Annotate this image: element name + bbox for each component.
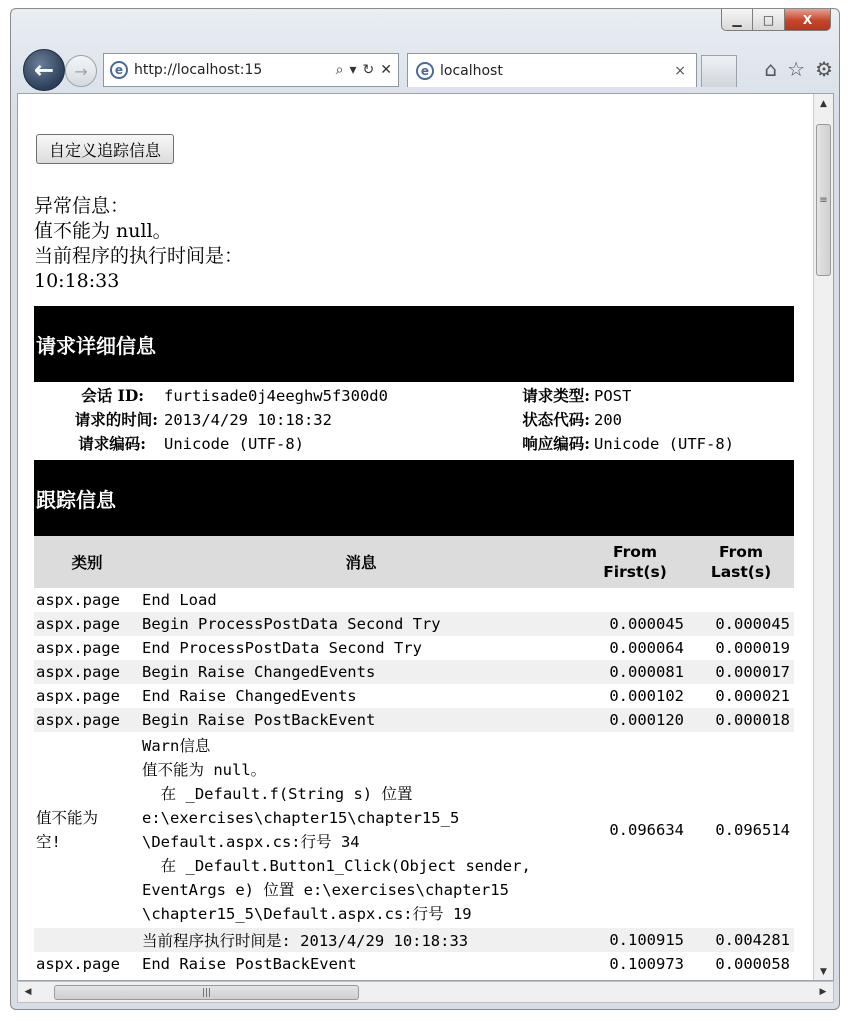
page-content [17, 93, 834, 981]
home-icon[interactable]: ⌂ [764, 57, 778, 81]
maximize-icon: □ [762, 12, 775, 27]
row-from-first: 0.000064 [609, 639, 684, 657]
warn-line: 在 _Default.f(String s) 位置 [142, 785, 413, 803]
row-from-first: 0.000102 [609, 687, 684, 705]
row-category: aspx.page [34, 612, 140, 636]
row-from-last: 0.000018 [688, 708, 794, 732]
trace-heading: 跟踪信息 [34, 460, 794, 536]
browser-window [10, 8, 840, 1010]
rd-row-1 [34, 384, 794, 408]
minimize-icon: ▁ [732, 12, 742, 27]
exception-label: 异常信息： [34, 195, 130, 217]
row-from-last: 0.000045 [688, 612, 794, 636]
request-time-label: 请求的时间: [74, 410, 158, 429]
response-encoding-label: 响应编码: [522, 434, 590, 453]
row-message: End Raise PostBackEvent [142, 955, 357, 973]
scroll-up-icon[interactable]: ▲ [820, 99, 827, 109]
row-category: aspx.page [34, 660, 140, 684]
table-row [34, 660, 794, 684]
col-category: 类别 [34, 536, 140, 588]
warn-line: \Default.aspx.cs:行号 34 [142, 833, 360, 851]
session-id-label: 会话 ID: [81, 386, 144, 405]
exec-time-value: 10:18:33 [34, 270, 120, 292]
row-from-last: 0.000021 [715, 687, 790, 705]
request-encoding-label: 请求编码: [78, 434, 146, 453]
table-row [34, 684, 794, 708]
row-message: Begin Raise ChangedEvents [140, 660, 582, 684]
request-details [34, 384, 794, 456]
vertical-scroll-thumb[interactable]: ≡ [816, 124, 831, 276]
request-details-heading: 请求详细信息 [34, 306, 794, 382]
trace-header-row [34, 536, 794, 588]
address-bar[interactable] [103, 53, 399, 87]
request-type-label: 请求类型: [522, 386, 590, 405]
row-from-last: 0.000058 [715, 955, 790, 973]
scroll-right-icon[interactable]: ▶ [819, 987, 827, 997]
scroll-left-icon[interactable]: ◀ [24, 987, 32, 997]
row-from-last [688, 588, 794, 612]
row-from-first: 0.000120 [582, 708, 688, 732]
row-from-last: 0.004281 [688, 928, 794, 952]
col-from-first [582, 536, 688, 588]
custom-trace-button[interactable]: 自定义追踪信息 [36, 134, 174, 164]
row-message: End ProcessPostData Second Try [142, 639, 422, 657]
col-from-last-line1: From [718, 543, 764, 561]
warn-line: 值不能为 null。 [142, 761, 267, 779]
search-icon[interactable]: ⌕ [335, 62, 344, 78]
status-code-value: 200 [594, 411, 622, 429]
col-from-last-line2: Last(s) [710, 563, 772, 581]
favorites-icon[interactable]: ☆ [787, 57, 806, 81]
forward-arrow-icon: → [74, 61, 88, 81]
warn-category-line2: 空! [36, 833, 61, 851]
session-id-value: furtisade0j4eeghw5f300d0 [164, 387, 388, 405]
horizontal-scroll-thumb[interactable]: ||| [54, 985, 359, 1000]
dropdown-icon[interactable]: ▾ [349, 62, 357, 78]
request-encoding-value: Unicode (UTF-8) [164, 435, 304, 453]
warn-line: e:\exercises\chapter15\chapter15_5 [142, 809, 460, 827]
refresh-icon[interactable]: ↻ [362, 62, 375, 78]
request-time-value: 2013/4/29 10:18:32 [164, 411, 332, 429]
rd-row-3 [34, 432, 794, 456]
col-message: 消息 [140, 536, 582, 588]
warn-line: Warn信息 [142, 737, 211, 755]
row-from-last: 0.000019 [715, 639, 790, 657]
response-encoding-value: Unicode (UTF-8) [594, 435, 734, 453]
scroll-down-icon[interactable]: ▼ [820, 967, 827, 977]
browser-toolbar [11, 37, 839, 93]
col-from-first-line2: First(s) [603, 563, 667, 581]
tab-localhost[interactable] [407, 53, 697, 87]
row-category [34, 928, 140, 952]
message-lines [34, 194, 243, 294]
row-category: aspx.page [36, 639, 120, 657]
warn-from-last: 0.096514 [715, 821, 790, 839]
row-message: End Load [142, 591, 217, 609]
row-from-first: 0.000045 [582, 612, 688, 636]
row-message: Begin ProcessPostData Second Try [140, 612, 582, 636]
row-message: Begin Raise PostBackEvent [140, 708, 582, 732]
close-button[interactable] [785, 9, 831, 31]
address-tools [336, 62, 398, 78]
tab-title: localhost [440, 62, 503, 79]
ie-tab-icon: e [416, 62, 434, 80]
row-message: End Raise ChangedEvents [142, 687, 357, 705]
table-row [34, 612, 794, 636]
row-from-first: 0.100915 [582, 928, 688, 952]
col-from-first-line1: From [612, 543, 658, 561]
rd-row-2 [34, 408, 794, 432]
back-button[interactable] [23, 49, 65, 91]
warn-category [34, 732, 140, 928]
row-category: aspx.page [34, 708, 140, 732]
warn-line: 在 _Default.Button1_Click(Object sender, [142, 857, 531, 875]
row-category: aspx.page [36, 687, 120, 705]
exception-message: 值不能为 null。 [34, 220, 172, 242]
warn-from-first: 0.096634 [609, 821, 684, 839]
status-code-label: 状态代码: [522, 410, 590, 429]
row-from-first [582, 588, 688, 612]
browser-right-icons [764, 57, 833, 81]
table-row [34, 952, 794, 976]
back-arrow-icon: ← [33, 56, 55, 84]
window-caption-buttons [721, 9, 831, 31]
maximize-button[interactable] [753, 9, 785, 31]
tab-close-icon[interactable]: × [674, 62, 686, 79]
row-category: aspx.page [36, 955, 120, 973]
table-row [34, 708, 794, 732]
row-category: aspx.page [36, 591, 120, 609]
address-url[interactable]: http://localhost:15 [134, 62, 263, 78]
warn-row [34, 732, 794, 928]
warn-line: EventArgs e) 位置 e:\exercises\chapter15 [142, 881, 509, 899]
table-row [34, 928, 794, 952]
stop-icon[interactable]: ✕ [380, 62, 392, 78]
vertical-scrollbar[interactable] [813, 94, 833, 981]
trace-table [34, 536, 794, 976]
ie-page-icon: e [110, 61, 128, 79]
horizontal-scrollbar[interactable] [17, 981, 834, 1003]
row-from-first: 0.100973 [609, 955, 684, 973]
table-row [34, 588, 794, 612]
row-message: 当前程序执行时间是: 2013/4/29 10:18:33 [140, 928, 582, 952]
tools-icon[interactable]: ⚙ [815, 57, 833, 81]
exec-time-label: 当前程序的执行时间是： [34, 245, 244, 267]
request-type-value: POST [594, 387, 632, 405]
row-from-last: 0.000017 [688, 660, 794, 684]
warn-category-line1: 值不能为 [36, 809, 99, 827]
col-from-last [688, 536, 794, 588]
row-from-first: 0.000081 [582, 660, 688, 684]
close-icon: X [802, 12, 813, 27]
minimize-button[interactable] [721, 9, 753, 31]
forward-button[interactable] [65, 55, 97, 87]
new-tab-button[interactable] [701, 55, 737, 87]
warn-message [140, 732, 582, 928]
table-row [34, 636, 794, 660]
warn-line: \chapter15_5\Default.aspx.cs:行号 19 [142, 905, 472, 923]
